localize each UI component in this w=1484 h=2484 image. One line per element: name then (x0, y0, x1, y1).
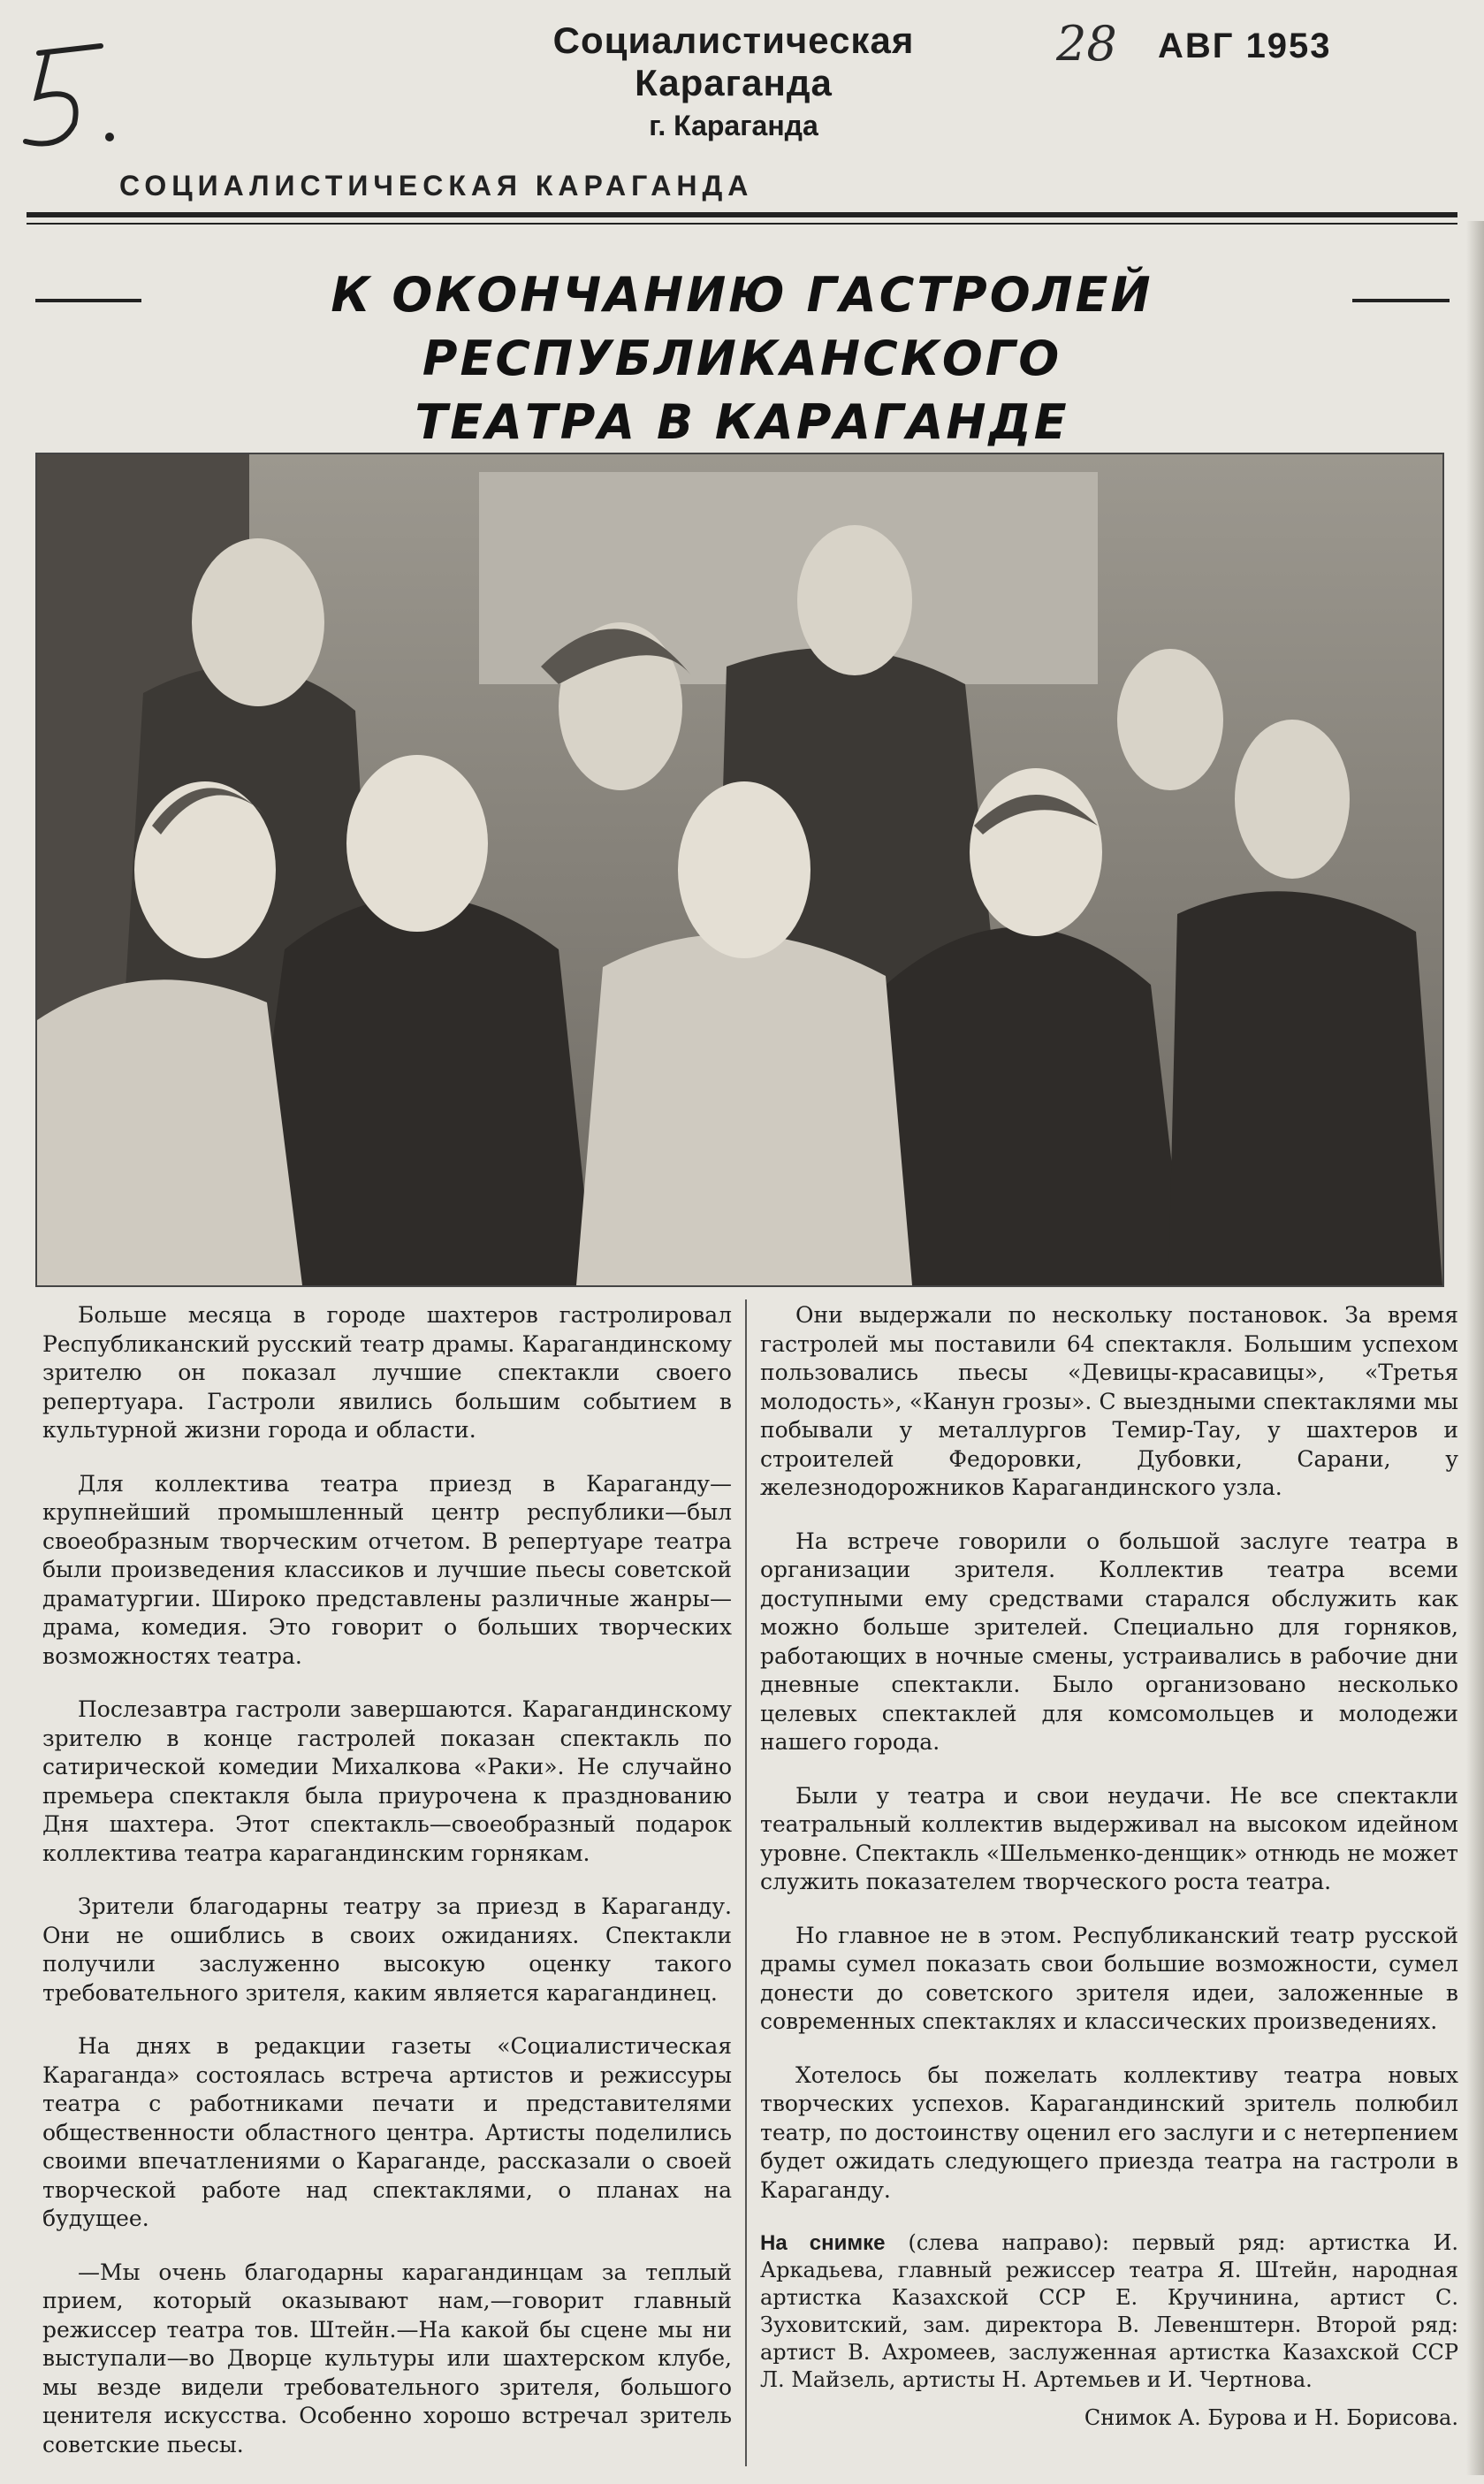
photo-caption (760, 2229, 1458, 2394)
headline-rule-left (35, 299, 141, 302)
headline-line-2: ТЕАТРА В КАРАГАНДЕ (415, 394, 1069, 450)
paragraph: Были у театра и свои неудачи. Не все спектакли театральный коллектив выдерживал на высоком идейном уровне. Спектакль «Шельменко-денщик» отнюдь не может служить показателем творческого роста театра. (760, 1782, 1458, 1894)
clipping-paper-name: Социалистическая Караганда (552, 19, 915, 103)
article-column-right (760, 1301, 1458, 2432)
clipping-city: г. Караганда (649, 110, 818, 141)
headline-line-1: К ОКОНЧАНИЮ ГАСТРОЛЕЙ РЕСПУБЛИКАНСКОГО (331, 267, 1153, 386)
paragraph: Больше месяца в городе шахтеров гастролировал Республиканский русский театр драмы. Карагандинскому зрителю он показал лучшие спектакли своего репертуара. Гастроли явились большим событием в культурной жизни города и области. (42, 1302, 732, 1443)
masthead-rule (27, 212, 1457, 217)
paragraph: Но главное не в этом. Республиканский театр русской драмы сумел показать свои большие возможности, сумел донести до советского зрителя идеи, заложенные в современных спектаклях и классических произведениях. (760, 1922, 1458, 2034)
newspaper-masthead: СОЦИАЛИСТИЧЕСКАЯ КАРАГАНДА (119, 170, 754, 202)
group-photo-illustration (37, 454, 1442, 1285)
masthead-rule-thin (27, 223, 1457, 225)
date-stamp: АВГ 1953 (1158, 27, 1332, 65)
paragraph: —Мы очень благодарны карагандинцам за теплый прием, который оказывают нам,—говорит главный режиссер театра тов. Штейн.—На какой бы сцене мы ни выступали—во Дворце культуры или шахтерском клубе, мы везде видели требовательного зрителя, большого ценителя искусства. Особенно хорошо встречал зритель советские пьесы. (42, 2259, 732, 2457)
paragraph: Хотелось бы пожелать коллективу театра новых творческих успехов. Карагандинский зритель полюбил театр, по достоинству оценил его заслуги и с нетерпением будет ожидать следующего приезда театра на гастроли в Караганду. (760, 2061, 1458, 2203)
caption-text: (слева направо): первый ряд: артистка И. Аркадьева, главный режиссер театра Я. Штейн, народная артистка Казахской ССР Е. Кручинина, артист С. Зуховитский, зам. директора В. Левенштерн. Второй ряд: артист В. Ахромеев, заслуженная артистка Казахской ССР Л. Майзель, артисты Н. Артемьев и И. Чертнова. (760, 2230, 1458, 2392)
group-photo (35, 453, 1444, 1287)
clipping-label (504, 19, 963, 142)
photo-credit: Снимок А. Бурова и Н. Борисова. (1084, 2405, 1458, 2430)
paragraph: На встрече говорили о большой заслуге театра в организации зрителя. Коллектив театра всеми доступными ему средствами старался обслужить как можно больше зрителей. Специально для горняков, работающих в ночные смены, устраивались в рабочие дни дневные спектакли. Было организовано несколько целевых спектаклей для комсомольцев и молодежи нашего города. (760, 1528, 1458, 1755)
article-headline (133, 263, 1351, 454)
paragraph: Послезавтра гастроли завершаются. Карагандинскому зрителю в конце гастролей показан спектакль по сатирической комедии Михалкова «Раки». Не случайно премьера спектакля была приурочена к празднованию Дня шахтера. Этот спектакль—своеобразный подарок коллектива театра карагандинским горнякам. (42, 1696, 732, 1866)
headline-rule-right (1352, 299, 1450, 302)
paragraph: Зрители благодарны театру за приезд в Караганду. Они не ошиблись в своих ожиданиях. Спектакли получили заслуженно высокую оценку такого требовательного зрителя, каким является карагандинец. (42, 1893, 732, 2006)
paragraph: Для коллектива театра приезд в Караганду—крупнейший промышленный центр республики—был своеобразным творческим отчетом. В репертуаре театра были произведения классиков и лучшие пьесы советской драматургии. Широко представлены различные жанры—драма, комедия. Это говорит о больших творческих возможностях театра. (42, 1470, 732, 1669)
handwritten-date: 28 (1056, 16, 1117, 72)
page-edge-shadow (1466, 221, 1484, 2475)
article-column-left (42, 1301, 732, 2484)
paragraph: На днях в редакции газеты «Социалистическая Караганда» состоялась встреча артистов и режиссуры театра с работниками печати и представителями общественности областного центра. Артисты поделились своими впечатлениями о Караганде, рассказали о своей творческой работе над спектаклями, о планах на будущее. (42, 2033, 732, 2231)
handwritten-page-number (12, 35, 127, 159)
paragraph: Они выдержали по нескольку постановок. За время гастролей мы поставили 64 спектакля. Большим успехом пользовались пьесы «Девицы-красавицы», «Третья молодость», «Канун грозы». С выездными спектаклями мы побывали у металлургов Темир-Тау, у шахтеров и строителей Федоровки, Дубовки, Сарани, у железнодорожников Карагандинского узла. (760, 1302, 1458, 1500)
column-divider (745, 1299, 747, 2466)
caption-lead: На снимке (760, 2231, 886, 2255)
